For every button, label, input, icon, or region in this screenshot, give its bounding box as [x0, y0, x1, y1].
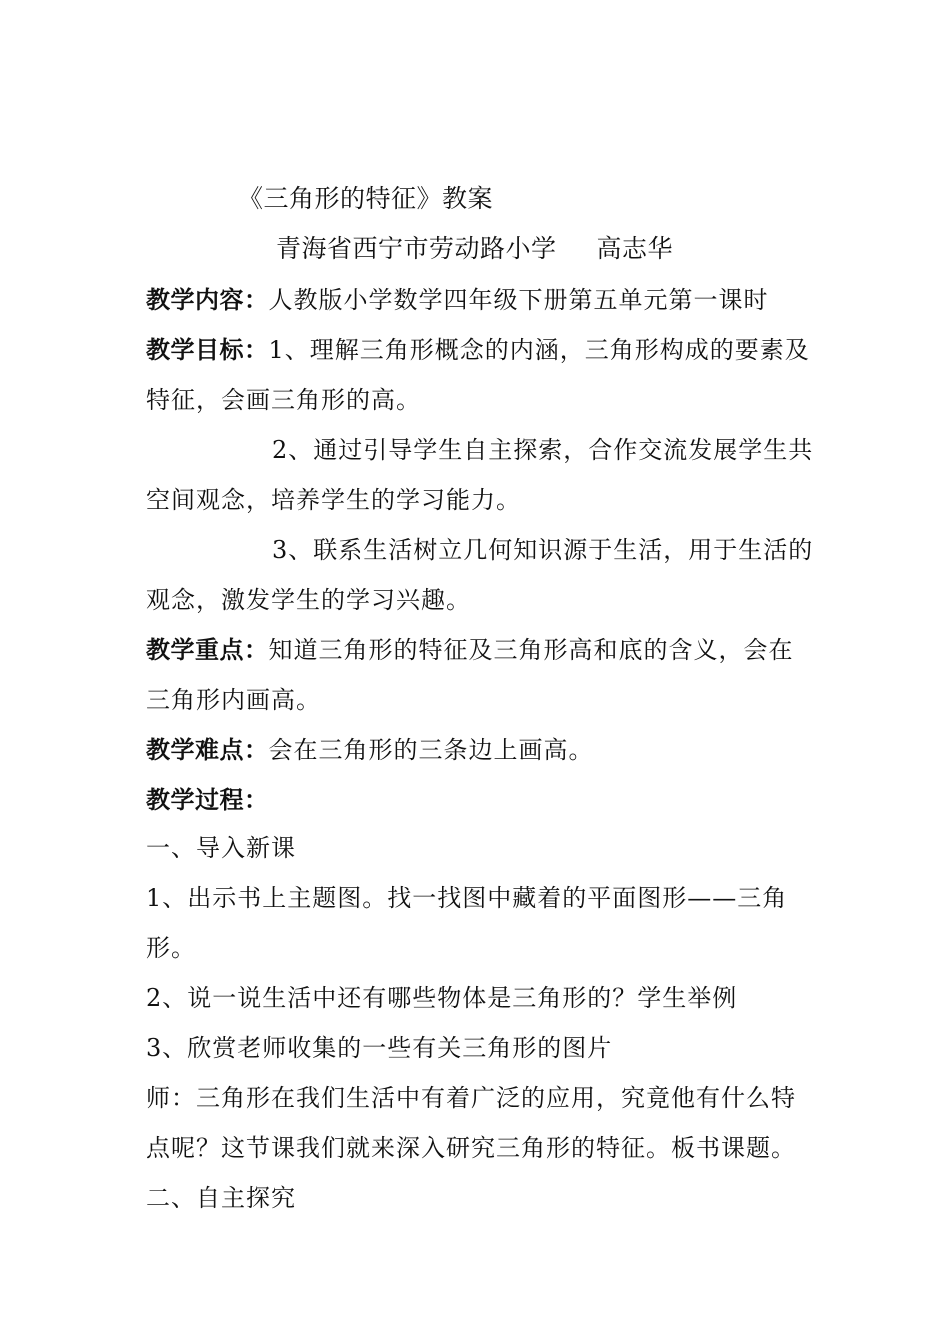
step-1-line-1: 1、出示书上主题图。找一找图中藏着的平面图形——三角: [146, 884, 788, 912]
objectives-label: 教学目标：: [146, 336, 269, 364]
objective-1-line-2: 特征，会画三角形的高。: [146, 386, 421, 414]
content-paragraph: [146, 284, 816, 316]
objective-2-line-2: 空间观念，培养学生的学习能力。: [146, 486, 521, 514]
objectives-paragraph: [146, 334, 816, 366]
key-points-label: 教学重点：: [146, 636, 269, 664]
objective-1-line-1: 1、理解三角形概念的内涵，三角形构成的要素及: [268, 336, 810, 364]
section-2-heading: 二、自主探究: [146, 1184, 296, 1212]
step-3: 3、欣赏老师收集的一些有关三角形的图片: [146, 1034, 613, 1062]
step-1-line-2: 形。: [146, 934, 196, 962]
objective-3-line-2: 观念，激发学生的学习兴趣。: [146, 586, 471, 614]
school-name: 青海省西宁市劳动路小学: [276, 234, 557, 263]
content-label: 教学内容：: [146, 286, 269, 314]
difficulty-paragraph: [146, 734, 816, 766]
key-points-paragraph: [146, 634, 816, 666]
process-label: 教学过程：: [146, 786, 269, 814]
key-points-line-2: 三角形内画高。: [146, 686, 321, 714]
teacher-line-1: 师：三角形在我们生活中有着广泛的应用，究竟他有什么特: [146, 1084, 796, 1112]
document-title: 《三角形的特征》教案: [238, 184, 494, 213]
author-name: 高志华: [596, 234, 674, 263]
section-1-heading: 一、导入新课: [146, 834, 296, 862]
objective-2-line-1: 2、通过引导学生自主探索，合作交流发展学生共: [272, 436, 814, 464]
difficulty-label: 教学难点：: [146, 736, 269, 764]
teacher-line-2: 点呢？这节课我们就来深入研究三角形的特征。板书课题。: [146, 1134, 796, 1162]
difficulty-text: 会在三角形的三条边上画高。: [268, 736, 594, 764]
process-heading: [146, 784, 816, 816]
document-byline: [276, 233, 946, 265]
objective-3-line-1: 3、联系生活树立几何知识源于生活，用于生活的: [272, 536, 814, 564]
content-text: 人教版小学数学四年级下册第五单元第一课时: [268, 286, 769, 314]
step-2: 2、说一说生活中还有哪些物体是三角形的？学生举例: [146, 984, 738, 1012]
key-points-line-1: 知道三角形的特征及三角形高和底的含义，会在: [268, 636, 794, 664]
